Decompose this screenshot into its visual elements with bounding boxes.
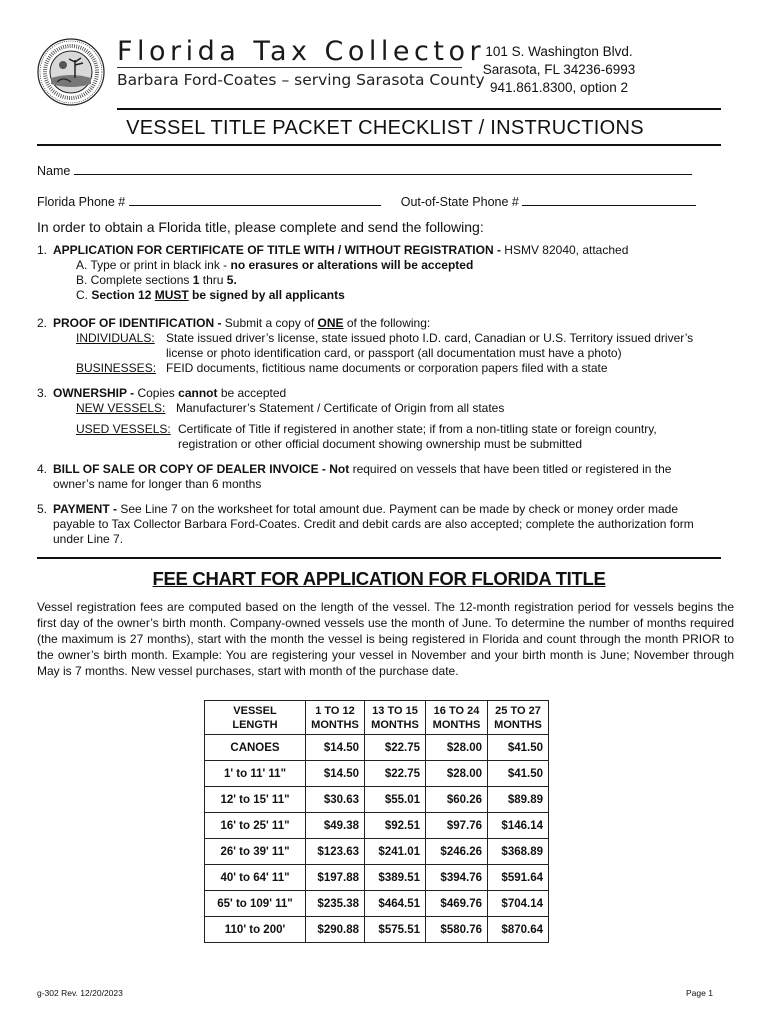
address-city: Sarasota, FL 34236-6993 [482, 62, 636, 77]
vessel-length-cell: 65' to 109' 11" [205, 891, 306, 917]
fee-cell: $870.64 [488, 917, 549, 943]
used-vessels-text-2: registration or other official document showing ownership must be submitted [178, 437, 582, 451]
org-subtitle: Barbara Ford-Coates – serving Sarasota County [117, 71, 485, 89]
section-heading-end: of the following: [343, 316, 431, 330]
section-heading: APPLICATION FOR CERTIFICATE OF TITLE WITH / WITHOUT REGISTRATION - [53, 243, 505, 257]
out-of-state-phone-label: Out-of-State Phone # [400, 195, 519, 209]
section-heading: BILL OF SALE OR COPY OF DEALER INVOICE - [53, 462, 330, 476]
section-ownership [37, 386, 737, 401]
section-text: See Line 7 on the worksheet for total amount due. Payment can be made by check or money order made [120, 502, 678, 516]
section-emphasis: cannot [178, 386, 218, 400]
item-text: thru [199, 273, 227, 287]
item-bold: be signed by all applicants [188, 288, 345, 302]
section-heading: PROOF OF IDENTIFICATION - [53, 316, 225, 330]
item-1a [76, 258, 473, 273]
item-1b [76, 273, 237, 288]
individuals-label: INDIVIDUALS: [76, 331, 155, 345]
intro-text: In order to obtain a Florida title, please complete and send the following: [37, 219, 484, 235]
table-row [205, 917, 549, 943]
vessel-length-cell: 1' to 11' 11" [205, 761, 306, 787]
column-header: VESSEL LENGTH [205, 701, 306, 735]
item-1c [76, 288, 345, 303]
section-heading-rest: Copies [137, 386, 179, 400]
section-payment [37, 502, 737, 517]
used-vessels-label: USED VESSELS: [76, 422, 171, 436]
fee-cell: $464.51 [365, 891, 426, 917]
document-title: VESSEL TITLE PACKET CHECKLIST / INSTRUCTIONS [126, 117, 644, 139]
item-bold: 5. [226, 273, 237, 287]
fee-cell: $14.50 [306, 761, 365, 787]
address-street: 101 S. Washington Blvd. [485, 44, 633, 59]
section-application [37, 243, 737, 258]
section-bill-of-sale-cont: owner’s name for longer than 6 months [53, 477, 262, 491]
fee-cell: $41.50 [488, 735, 549, 761]
fee-table [204, 700, 549, 943]
fee-chart-title: FEE CHART FOR APPLICATION FOR FLORIDA TITLE [152, 568, 606, 589]
fee-chart-description: Vessel registration fees are computed based on the length of the vessel. The 12-month registration period for vessels begins the first day of the owner’s birth month. Company-owned vessels use the month of June. To determine the number of months required (the maximum is 27 months), start with the month the vessel is being registered in Florida and count through the month PRIOR to the owner’s birth month. Example: You are registering your vessel in November and your birth month is June; November through May is 7 months. New vessel purchases, start with month of the purchase date. [37, 600, 734, 678]
section-number: 2. [37, 316, 48, 330]
section-heading: OWNERSHIP - [53, 386, 138, 400]
section-payment-cont-2: under Line 7. [53, 532, 124, 546]
section-number: 1. [37, 243, 48, 257]
fee-cell: $146.14 [488, 813, 549, 839]
fee-chart-rule [37, 557, 721, 559]
title-bottom-rule [37, 144, 721, 146]
org-title-rule [117, 67, 462, 68]
florida-phone-field[interactable] [129, 194, 381, 206]
table-row [205, 735, 549, 761]
fee-cell: $368.89 [488, 839, 549, 865]
item-text: A. Type or print in black ink - [76, 258, 231, 272]
individuals-text-1: State issued driver’s license, state issued photo I.D. card, Canadian or U.S. Territory issued driver’s [166, 331, 694, 345]
new-vessels-text: Manufacturer’s Statement / Certificate of Origin from all states [176, 401, 505, 415]
fee-cell: $704.14 [488, 891, 549, 917]
section-payment-cont-1: payable to Tax Collector Barbara Ford-Coates. Credit and debit cards are also accepted; complete the authorization form [53, 517, 694, 531]
item-text: B. Complete sections [76, 273, 193, 287]
item-text: C. [76, 288, 92, 302]
org-title: Florida Tax Collector [117, 36, 486, 67]
businesses-label: BUSINESSES: [76, 361, 157, 375]
section-identification [37, 316, 737, 331]
item-bold: Section 12 [91, 288, 155, 302]
column-header: 1 TO 12 MONTHS [306, 701, 365, 735]
section-heading: PAYMENT - [53, 502, 121, 516]
section-number: 3. [37, 386, 48, 400]
fee-cell: $55.01 [365, 787, 426, 813]
vessel-length-cell: 12' to 15' 11" [205, 787, 306, 813]
office-address [474, 43, 644, 97]
fee-cell: $235.38 [306, 891, 365, 917]
fee-cell: $28.00 [426, 761, 488, 787]
fee-cell: $49.38 [306, 813, 365, 839]
fee-cell: $14.50 [306, 735, 365, 761]
fee-cell: $394.76 [426, 865, 488, 891]
fee-cell: $41.50 [488, 761, 549, 787]
fee-cell: $22.75 [365, 761, 426, 787]
section-number: 5. [37, 502, 48, 516]
florida-phone-label: Florida Phone # [37, 195, 126, 209]
fee-cell: $22.75 [365, 735, 426, 761]
fee-cell: $575.51 [365, 917, 426, 943]
section-bill-of-sale [37, 462, 737, 477]
fee-cell: $60.26 [426, 787, 488, 813]
column-header: 13 TO 15 MONTHS [365, 701, 426, 735]
vessel-length-cell: 26' to 39' 11" [205, 839, 306, 865]
name-label: Name [37, 164, 71, 178]
item-bold: no erasures or alterations will be accepted [230, 258, 474, 272]
out-of-state-phone-field[interactable] [522, 194, 696, 206]
fee-cell: $89.89 [488, 787, 549, 813]
section-text: required on vessels that have been titled or registered in the [349, 462, 672, 476]
fee-table-header-row [205, 701, 549, 735]
section-heading-rest: Submit a copy of [224, 316, 318, 330]
businesses-text: FEID documents, fictitious name documents or corporation papers filed with a state [166, 361, 608, 375]
table-row [205, 761, 549, 787]
table-row [205, 787, 549, 813]
individuals-text-2: license or photo identification card, or passport (all documentation must have a photo) [166, 346, 622, 360]
item-must: MUST [154, 288, 189, 302]
new-vessels-label: NEW VESSELS: [76, 401, 166, 415]
table-row [205, 891, 549, 917]
fee-cell: $290.88 [306, 917, 365, 943]
section-heading-rest: HSMV 82040, attached [504, 243, 629, 257]
column-header: 16 TO 24 MONTHS [426, 701, 488, 735]
florida-seal-icon [37, 38, 105, 106]
item-bold: 1 [192, 273, 200, 287]
page-header [0, 0, 770, 110]
section-heading-end: be accepted [217, 386, 287, 400]
name-field-row [37, 163, 692, 178]
name-field[interactable] [74, 163, 692, 175]
fee-cell: $30.63 [306, 787, 365, 813]
form-revision: g-302 Rev. 12/20/2023 [37, 988, 123, 998]
fee-cell: $92.51 [365, 813, 426, 839]
vessel-length-cell: 110' to 200' [205, 917, 306, 943]
table-row [205, 839, 549, 865]
section-number: 4. [37, 462, 48, 476]
phone-field-row [37, 194, 696, 209]
fee-cell: $246.26 [426, 839, 488, 865]
title-top-rule [117, 108, 721, 110]
fee-cell: $580.76 [426, 917, 488, 943]
address-phone: 941.861.8300, option 2 [489, 80, 629, 95]
page-number: Page 1 [686, 988, 713, 998]
fee-cell: $197.88 [306, 865, 365, 891]
fee-cell: $241.01 [365, 839, 426, 865]
fee-cell: $123.63 [306, 839, 365, 865]
vessel-length-cell: CANOES [205, 735, 306, 761]
vessel-length-cell: 40' to 64' 11" [205, 865, 306, 891]
table-row [205, 813, 549, 839]
column-header: 25 TO 27 MONTHS [488, 701, 549, 735]
fee-cell: $97.76 [426, 813, 488, 839]
section-emphasis: Not [329, 462, 350, 476]
fee-cell: $389.51 [365, 865, 426, 891]
vessel-length-cell: 16' to 25' 11" [205, 813, 306, 839]
table-row [205, 865, 549, 891]
fee-cell: $469.76 [426, 891, 488, 917]
section-emphasis: ONE [317, 316, 344, 330]
used-vessels-text-1: Certificate of Title if registered in another state; if from a non-titling state or foreign country, [178, 422, 657, 436]
fee-cell: $591.64 [488, 865, 549, 891]
fee-cell: $28.00 [426, 735, 488, 761]
